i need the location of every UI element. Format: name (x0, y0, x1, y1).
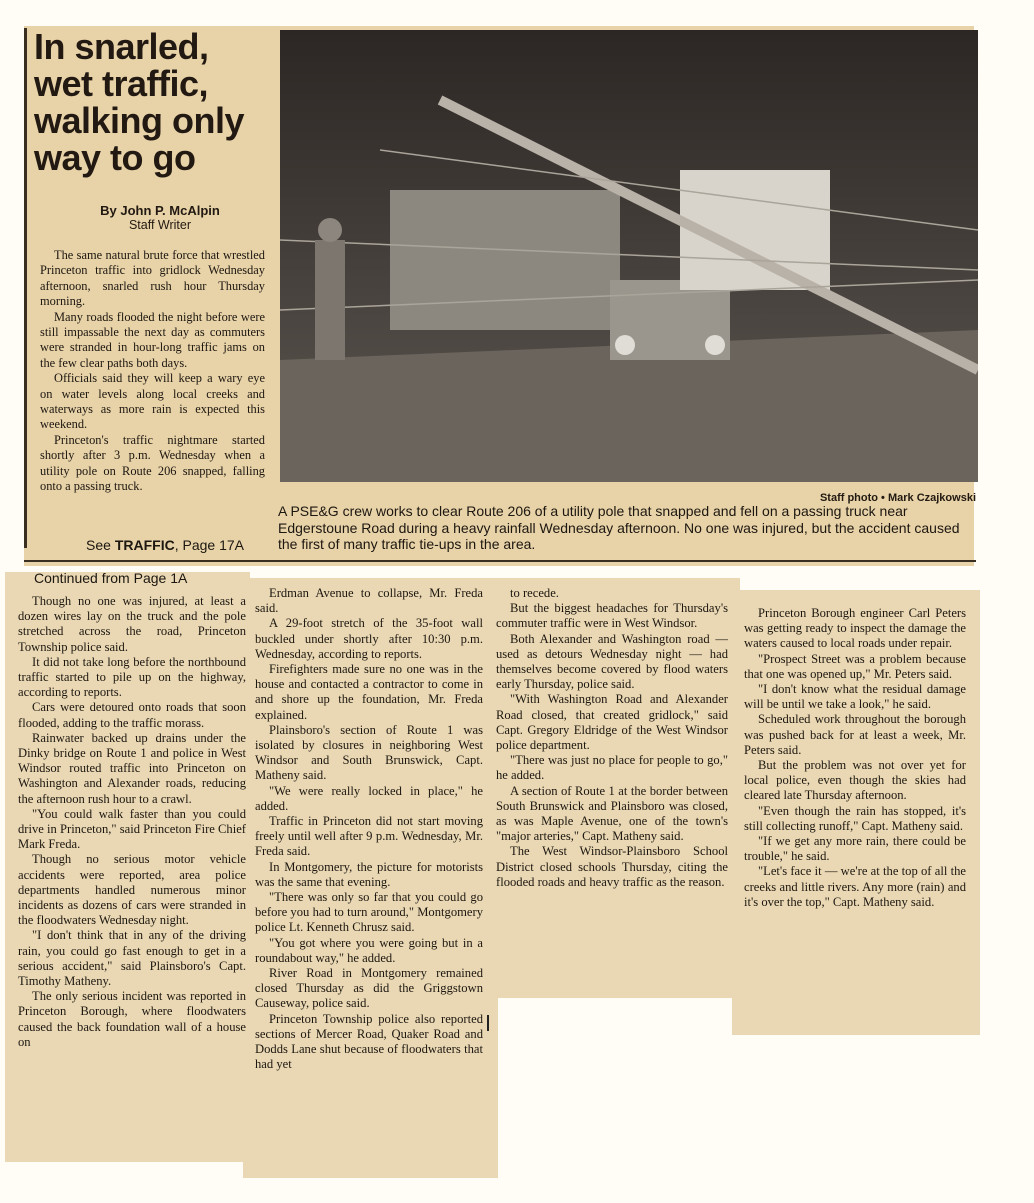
photo-illustration (280, 30, 978, 482)
paragraph: Princeton Township police also reported sections of Mercer Road, Quaker Road and Dodds Lane shut because of floodwaters that had yet (255, 1011, 483, 1072)
paragraph: The West Windsor-Plainsboro School District closed schools Thursday, citing the flooded roads and heavy traffic as the reason. (496, 844, 728, 889)
paragraph: Plainsboro's section of Route 1 was isolated by closures in neighboring West Windsor and South Brunswick, Capt. Matheny said. (255, 722, 483, 783)
paragraph: Officials said they will keep a wary eye on water levels along local creeks and waterways as more rain is expected this weekend. (40, 371, 265, 432)
paragraph: But the biggest headaches for Thursday's commuter traffic were in West Windsor. (496, 601, 728, 631)
paragraph: Princeton Borough engineer Carl Peters was getting ready to inspect the damage the waters caused to local roads under repair. (744, 606, 966, 651)
paragraph: A section of Route 1 at the border between South Brunswick and Plainsboro was closed, as was Maple Avenue, one of the town's "major arteries," Capt. Matheny said. (496, 783, 728, 844)
paragraph: River Road in Montgomery remained closed Thursday as did the Griggstown Causeway, police said. (255, 966, 483, 1011)
paragraph: Scheduled work throughout the borough was pushed back for at least a week, Mr. Peters said. (744, 712, 966, 757)
headline: In snarled, wet traffic, walking only way to go (34, 26, 245, 178)
paragraph: "I don't think that in any of the driving rain, you could go fast enough to get in a serious accident," said Plainsboro's Capt. Timothy Matheny. (18, 928, 246, 989)
paragraph: Erdman Avenue to collapse, Mr. Freda said. (255, 586, 483, 616)
paragraph: "Prospect Street was a problem because that one was opened up," Mr. Peters said. (744, 651, 966, 681)
paragraph: Firefighters made sure no one was in the house and contacted a contractor to come in and shore up the foundation, Mr. Freda explained. (255, 662, 483, 722)
paragraph: The same natural brute force that wrestled Princeton traffic into gridlock Wednesday afternoon, snarled rush hour Thursday morning. (40, 248, 265, 309)
paragraph: In Montgomery, the picture for motorists was the same that evening. (255, 859, 483, 889)
photo-credit: Staff photo • Mark Czajkowski (819, 492, 976, 504)
paragraph: "With Washington Road and Alexander Road closed, that created gridlock," said Capt. Gregory Eldridge of the West Windsor police department. (496, 692, 728, 753)
paragraph: "Even though the rain has stopped, it's still collecting runoff," Capt. Matheny said. (744, 803, 966, 833)
paragraph: But the problem was not over yet for local police, even though the skies had cleared late Thursday afternoon. (744, 758, 966, 803)
byline-name: By John P. McAlpin (100, 203, 220, 218)
paragraph: "There was only so far that you could go before you had to turn around," Montgomery police Lt. Kenneth Chrusz said. (255, 890, 483, 935)
paragraph: Traffic in Princeton did not start moving freely until well after 9 p.m. Wednesday, Mr. Freda said. (255, 814, 483, 859)
paragraph: "You got where you were going but in a roundabout way," he added. (255, 935, 483, 965)
continuation-column-1 (18, 594, 246, 1050)
continuation-column-3 (496, 586, 728, 890)
paragraph: Though no one was injured, at least a dozen wires lay on the truck and the pole stretched across the road, Princeton Township police said. (18, 594, 246, 654)
paragraph: Rainwater backed up drains under the Dinky bridge on Route 1 and police in West Windsor routed traffic into Princeton on Washington and Alexander roads, reducing the afternoon rush hour to a crawl. (18, 730, 246, 806)
section-rule (24, 560, 976, 562)
see-page: , Page 17A (174, 537, 244, 553)
paragraph: Princeton's traffic nightmare started shortly after 3 p.m. Wednesday when a utility pole on Route 206 snapped, falling onto a passing truck. (40, 432, 265, 494)
news-photo (280, 30, 978, 482)
byline (50, 204, 270, 232)
paragraph: "There was just no place for people to go," he added. (496, 753, 728, 783)
paragraph: "You could walk faster than you could drive in Princeton," said Princeton Fire Chief Mark Freda. (18, 806, 246, 852)
paragraph: "Let's face it — we're at the top of all the creeks and little rivers. Any more (rain) and it's over the top," Capt. Matheny said. (744, 864, 966, 909)
paragraph: Cars were detoured onto roads that soon flooded, adding to the traffic morass. (18, 700, 246, 730)
photo-caption: A PSE&G crew works to clear Route 206 of a utility pole that snapped and fell on a passing truck near Edgerstoune Road during a heavy rainfall Wednesday afternoon. No one was injured, but the accident caused the first of many traffic tie-ups in the area. (278, 503, 960, 552)
paragraph: Both Alexander and Washington road — used as detours Wednesday night — had themselves become covered by flood waters early Thursday, police said. (496, 631, 728, 692)
lead-column (40, 248, 265, 495)
paragraph: "If we get any more rain, there could be trouble," he said. (744, 834, 966, 864)
paragraph: Many roads flooded the night before were still impassable the next day as commuters were stranded in hour-long traffic jams on the few clear paths both days. (40, 309, 265, 370)
paragraph: "We were really locked in place," he added. (255, 783, 483, 813)
column-bracket (487, 1015, 489, 1031)
see-prefix: See (86, 537, 115, 553)
byline-title: Staff Writer (128, 218, 192, 232)
paragraph: The only serious incident was reported in Princeton Borough, where floodwaters caused the back foundation wall of a house on (18, 989, 246, 1049)
continued-label: Continued from Page 1A (34, 570, 188, 586)
see-reference (86, 537, 244, 553)
paragraph: A 29-foot stretch of the 35-foot wall buckled under shortly after 10:30 p.m. Wednesday, according to reports. (255, 616, 483, 661)
paragraph: Though no serious motor vehicle accidents were reported, area police departments handled numerous minor incidents as dozens of cars were stranded in the floodwaters Wednesday night. (18, 852, 246, 928)
paragraph: "I don't know what the residual damage will be until we take a look," he said. (744, 682, 966, 712)
see-section: TRAFFIC (114, 537, 175, 553)
paragraph: It did not take long before the northbound traffic started to pile up on the highway, according to reports. (18, 654, 246, 700)
paragraph: to recede. (510, 586, 559, 600)
continuation-column-4 (744, 606, 966, 910)
left-rule (24, 28, 27, 548)
continuation-column-2 (255, 586, 483, 1073)
